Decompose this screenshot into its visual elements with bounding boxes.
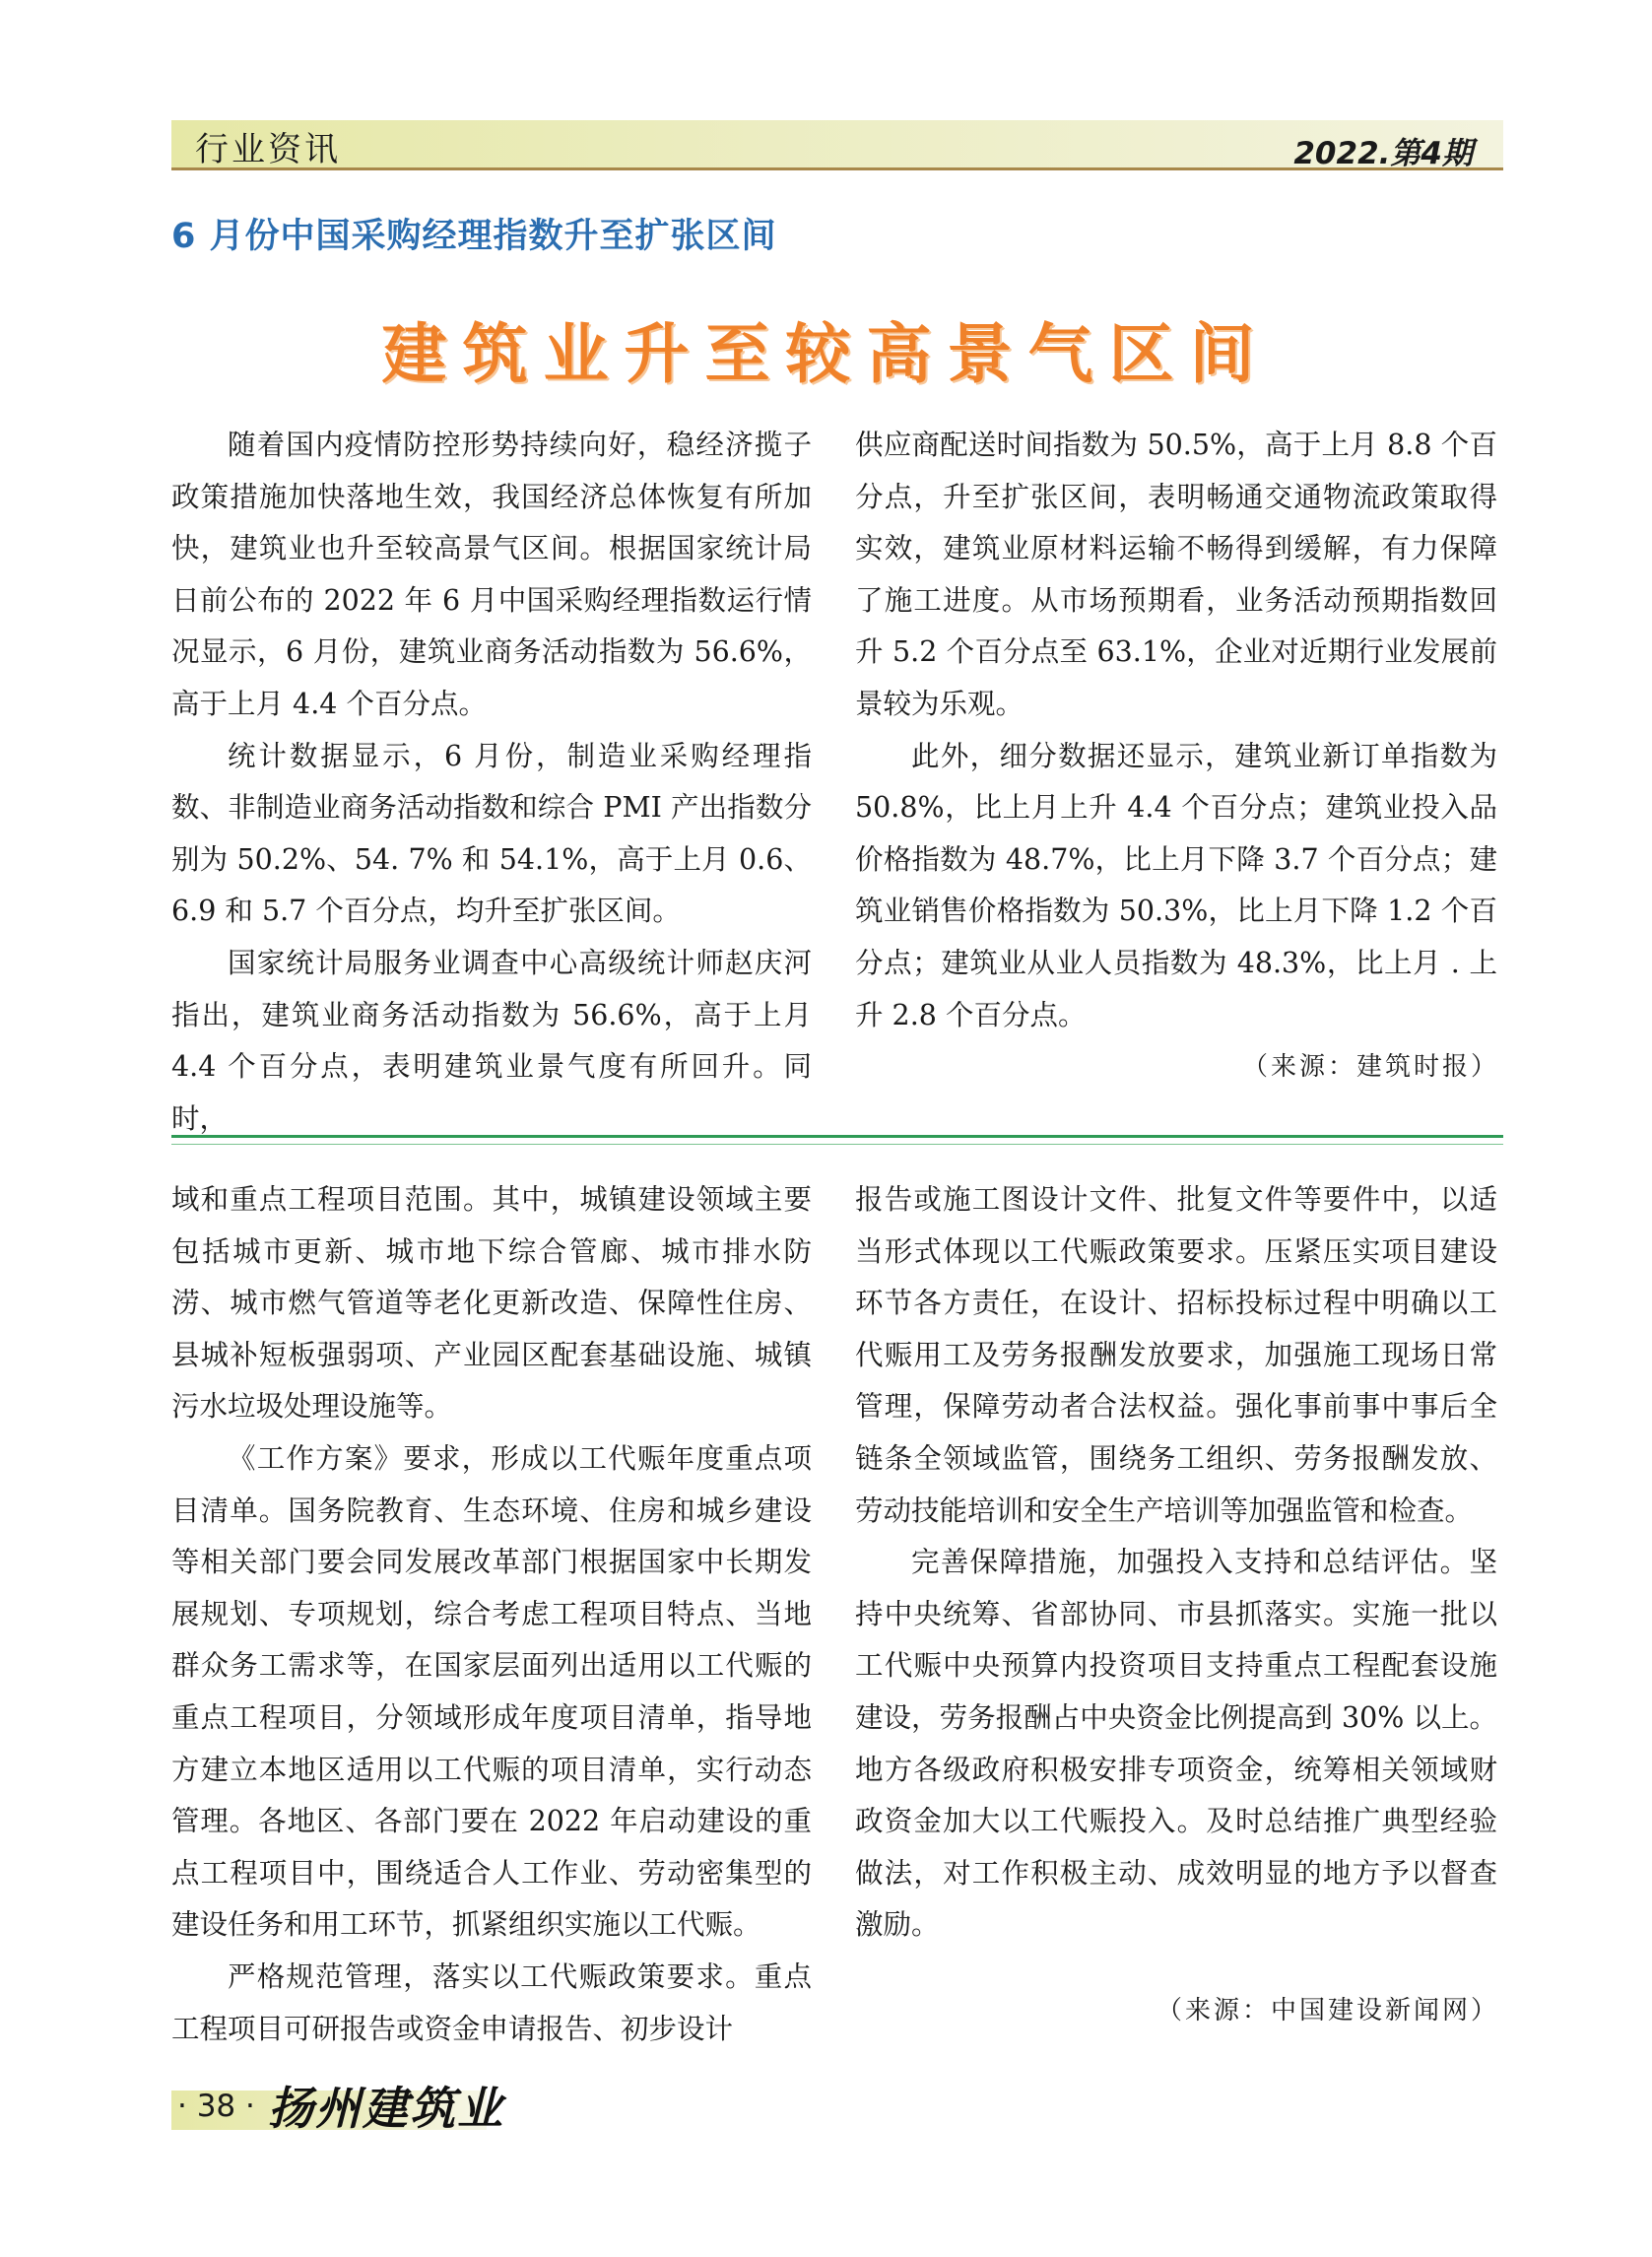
article2-right-column	[855, 1174, 1497, 1952]
article1-right-column	[855, 420, 1497, 1041]
article-headline: 建筑业升至较高景气区间	[381, 316, 1271, 392]
paragraph: 随着国内疫情防控形势持续向好，稳经济揽子政策措施加快落地生效，我国经济总体恢复有所加快，建筑业也升至较高景气区间。根据国家统计局日前公布的 2022 年 6 月中国采购经理指数运行情况显示，6 月份，建筑业商务活动指数为 56.6%，高于上月 4.4 个百分点。	[171, 429, 812, 720]
magazine-logo: 扬州建筑业	[268, 2082, 504, 2135]
paragraph: 统计数据显示，6 月份，制造业采购经理指数、非制造业商务活动指数和综合 PMI 产出指数分别为 50.2%、54. 7% 和 54.1%，高于上月 0.6、6.9 和 5.7 个百分点，均升至扩张区间。	[171, 739, 812, 928]
article1-left-column	[171, 420, 812, 1145]
article1-source: （来源：建筑时报）	[1241, 1052, 1499, 1082]
page-number: · 38 ·	[177, 2089, 255, 2124]
paragraph: 《工作方案》要求，形成以工代赈年度重点项目清单。国务院教育、生态环境、住房和城乡建设等相关部门要会同发展改革部门根据国家中长期发展规划、专项规划，综合考虑工程项目特点、当地群众务工需求等，在国家层面列出适用以工代赈的重点工程项目，分领域形成年度项目清单，指导地方建立本地区适用以工代赈的项目清单，实行动态管理。各地区、各部门要在 2022 年启动建设的重点工程项目中，围绕适合人工作业、劳动密集型的建设任务和用工环节，抓紧组织实施以工代赈。	[171, 1441, 812, 1942]
paragraph-continued: 域和重点工程项目范围。其中，城镇建设领域主要包括城市更新、城市地下综合管廊、城市排水防涝、城市燃气管道等老化更新改造、保障性住房、县城补短板强弱项、产业园区配套基础设施、城镇污水垃圾处理设施等。	[171, 1183, 812, 1424]
paragraph: 国家统计局服务业调查中心高级统计师赵庆河指出，建筑业商务活动指数为 56.6%，高于上月 4.4 个百分点，表明建筑业景气度有所回升。同时，	[171, 946, 812, 1135]
section-divider	[171, 1135, 1503, 1138]
section-divider-thin	[171, 1144, 1503, 1145]
paragraph: 此外，细分数据还显示，建筑业新订单指数为 50.8%，比上月上升 4.4 个百分点；建筑业投入品价格指数为 48.7%，比上月下降 3.7 个百分点；建筑业销售价格指数为 50.3%，比上月下降 1.2 个百分点；建筑业从业人员指数为 48.3%，比上月 . 上升 2.8 个百分点。	[855, 739, 1497, 1031]
section-name: 行业资讯	[195, 130, 341, 169]
article2-source: （来源：中国建设新闻网）	[1156, 1996, 1499, 2025]
paragraph: 完善保障措施，加强投入支持和总结评估。坚持中央统筹、省部协同、市县抓落实。实施一批以工代赈中央预算内投资项目支持重点工程配套设施建设，劳务报酬占中央资金比例提高到 30% 以上。地方各级政府积极安排专项资金，统筹相关领域财政资金加大以工代赈投入。及时总结推广典型经验做法，对工作积极主动、成效明显的地方予以督查激励。	[855, 1546, 1497, 1942]
paragraph: 严格规范管理，落实以工代赈政策要求。重点工程项目可研报告或资金申请报告、初步设计	[171, 1959, 812, 2045]
article-subtitle: 6 月份中国采购经理指数升至扩张区间	[171, 217, 777, 256]
paragraph-continued: 报告或施工图设计文件、批复文件等要件中，以适当形式体现以工代赈政策要求。压紧压实项目建设环节各方责任，在设计、招标投标过程中明确以工代赈用工及劳务报酬发放要求，加强施工现场日常管理，保障劳动者合法权益。强化事前事中事后全链条全领域监管，围绕务工组织、劳务报酬发放、劳动技能培训和安全生产培训等加强监管和检查。	[855, 1183, 1497, 1527]
article2-left-column	[171, 1174, 812, 2055]
issue-label: 2022.第4期	[1293, 136, 1473, 171]
paragraph-continued: 供应商配送时间指数为 50.5%，高于上月 8.8 个百分点，升至扩张区间，表明畅通交通物流政策取得实效，建筑业原材料运输不畅得到缓解，有力保障了施工进度。从市场预期看，业务活动预期指数回升 5.2 个百分点至 63.1%，企业对近期行业发展前景较为乐观。	[855, 429, 1497, 720]
